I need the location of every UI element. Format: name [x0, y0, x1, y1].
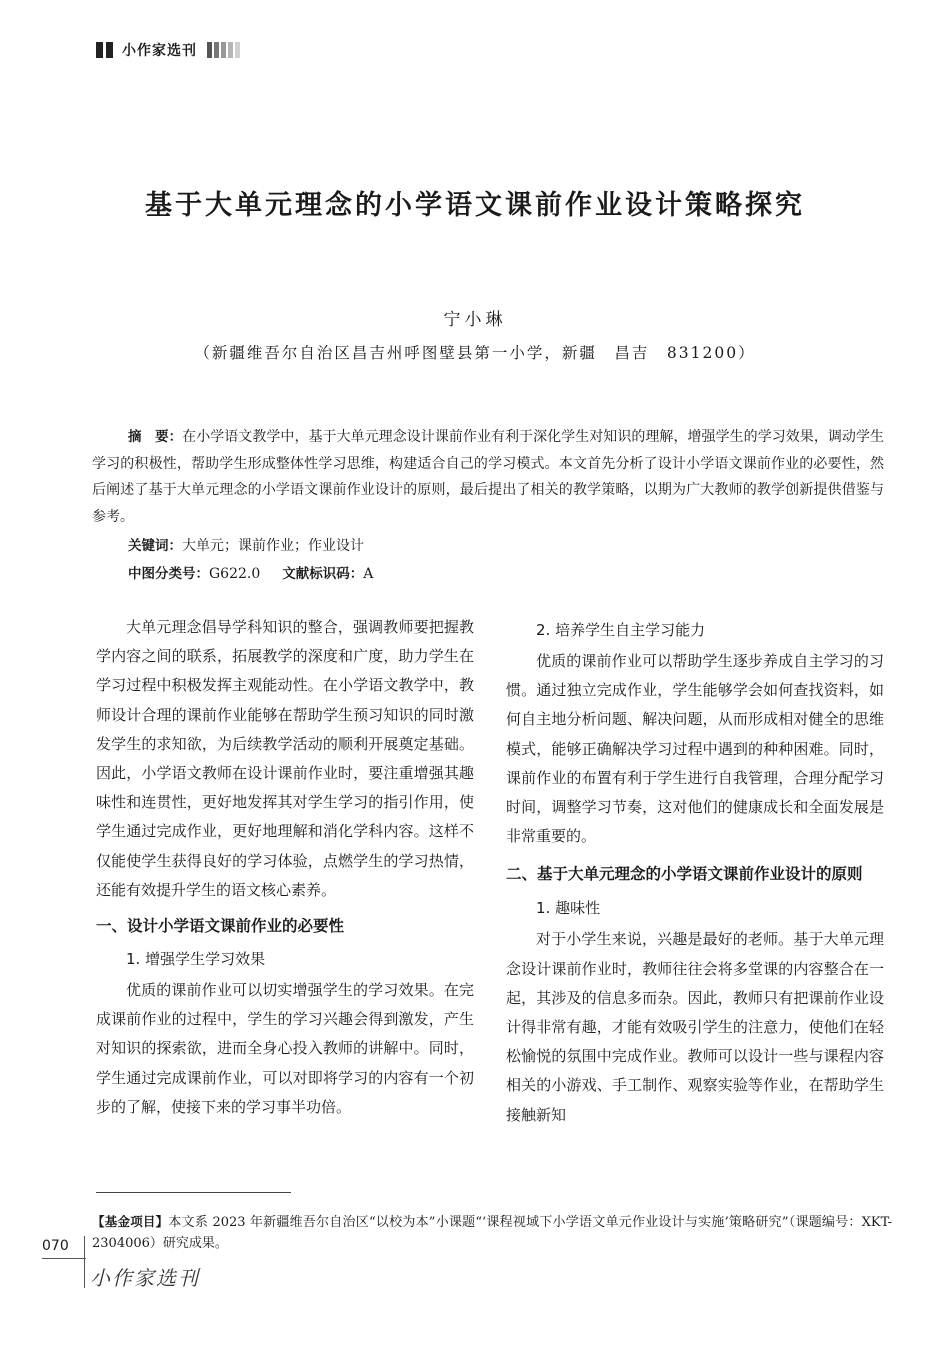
body-paragraph: 对于小学生来说，兴趣是最好的老师。基于大单元理念设计课前作业时，教师往往会将多堂课的内容整合在一起，其涉及的信息多而杂。因此，教师只有把课前作业设计得非常有趣，才能有效吸引学生的注意力，使他们在轻松愉悦的氛围中完成作业。教师可以设计一些与课程内容相关的小游戏、手工制作、观察实验等作业，在帮助学生接触新知 — [506, 930, 884, 1124]
clc-value: G622.0 — [209, 566, 261, 582]
header-bar-icon — [228, 42, 233, 58]
body-paragraph: 优质的课前作业可以切实增强学生的学习效果。在完成课前作业的过程中，学生的学习兴趣会得到激发，产生对知识的探索欲，进而全身心投入教师的讲解中。同时，学生通过完成课前作业，可以对即将学习的内容有一个初步的了解，使接下来的学习事半功倍。 — [96, 981, 474, 1116]
header-bar-icon — [214, 42, 219, 58]
journal-name: 小作家选刊 — [122, 43, 197, 59]
header-block-icon — [96, 42, 103, 58]
classification-line — [128, 562, 373, 582]
right-column — [506, 614, 884, 1130]
footer-signature-logo: 小作家选刊 — [90, 1266, 200, 1290]
page-title: 基于大单元理念的小学语文课前作业设计策略探究 — [145, 190, 805, 221]
fund-label: 【基金项目】 — [92, 1214, 169, 1229]
header-bar-icon — [207, 42, 212, 58]
fund-text: 本文系 2023 年新疆维吾尔自治区“以校为本”小课题“‘课程视域下小学语文单元作业设计与实施’策略研究”（课题编号：XKT-2304006）研究成果。 — [92, 1215, 892, 1251]
footnote-divider — [96, 1192, 291, 1193]
doc-code-label: 文献标识码： — [282, 566, 364, 582]
fund-footnote — [92, 1211, 892, 1254]
abstract-label: 摘 要： — [128, 429, 183, 445]
footer-vertical-rule — [84, 1236, 85, 1288]
body-paragraph: 优质的课前作业可以帮助学生逐步养成自主学习的习惯。通过独立完成作业，学生能够学会如何查找资料，如何自主地分析问题、解决问题，从而形成相对健全的思维模式，能够正确解决学习过程中遇到的种种困难。同时，课前作业的布置有利于学生进行自我管理，合理分配学习时间，调整学习节奏，这对他们的健康成长和全面发展是非常重要的。 — [506, 652, 884, 846]
keywords — [128, 534, 364, 555]
intro-paragraph: 大单元理念倡导学科知识的整合，强调教师要把握教学内容之间的联系，拓展教学的深度和广度，助力学生在学习过程中积极发挥主观能动性。在小学语文教学中，教师设计合理的课前作业能够在帮助学生预习知识的同时激发学生的求知欲，为后续教学活动的顺利开展奠定基础。因此，小学语文教师在设计课前作业时，要注重增强其趣味性和连贯性，更好地发挥其对学生学习的指引作用，使学生通过完成作业，更好地理解和消化学科内容。这样不仅能使学生获得良好的学习体验，点燃学生的学习热情，还能有效提升学生的语文核心素养。 — [96, 618, 474, 899]
author-affiliation: （新疆维吾尔自治区昌吉州呼图壁县第一小学，新疆 昌吉 831200） — [194, 344, 756, 362]
footer-horizontal-rule — [42, 1258, 86, 1259]
subheading-1-1: 1. 增强学生学习效果 — [126, 950, 266, 969]
header-block-icon — [106, 42, 113, 58]
running-header — [96, 40, 242, 60]
section-heading-2: 二、基于大单元理念的小学语文课前作业设计的原则 — [506, 865, 863, 884]
left-column — [96, 613, 474, 1122]
header-bar-icon — [221, 42, 226, 58]
keywords-label: 关键词： — [128, 538, 182, 554]
doc-code-value: A — [363, 566, 374, 582]
subheading-2-1: 1. 趣味性 — [536, 899, 601, 918]
author-name: 宁小琳 — [443, 310, 507, 330]
abstract — [92, 424, 884, 530]
header-bar-icon — [235, 42, 240, 58]
clc-label: 中图分类号： — [128, 566, 209, 582]
section-heading-1: 一、设计小学语文课前作业的必要性 — [96, 917, 345, 936]
page-number: 070 — [42, 1238, 69, 1254]
abstract-text: 在小学语文教学中，基于大单元理念设计课前作业有利于深化学生对知识的理解，增强学生的学习效果，调动学生学习的积极性，帮助学生形成整体性学习思维，构建适合自己的学习模式。本文首先分析了设计小学语文课前作业的必要性，然后阐述了基于大单元理念的小学语文课前作业设计的原则，最后提出了相关的教学策略，以期为广大教师的教学创新提供借鉴与参考。 — [92, 429, 885, 525]
keywords-text: 大单元；课前作业；作业设计 — [182, 538, 364, 554]
subheading-1-2: 2. 培养学生自主学习能力 — [536, 621, 706, 639]
